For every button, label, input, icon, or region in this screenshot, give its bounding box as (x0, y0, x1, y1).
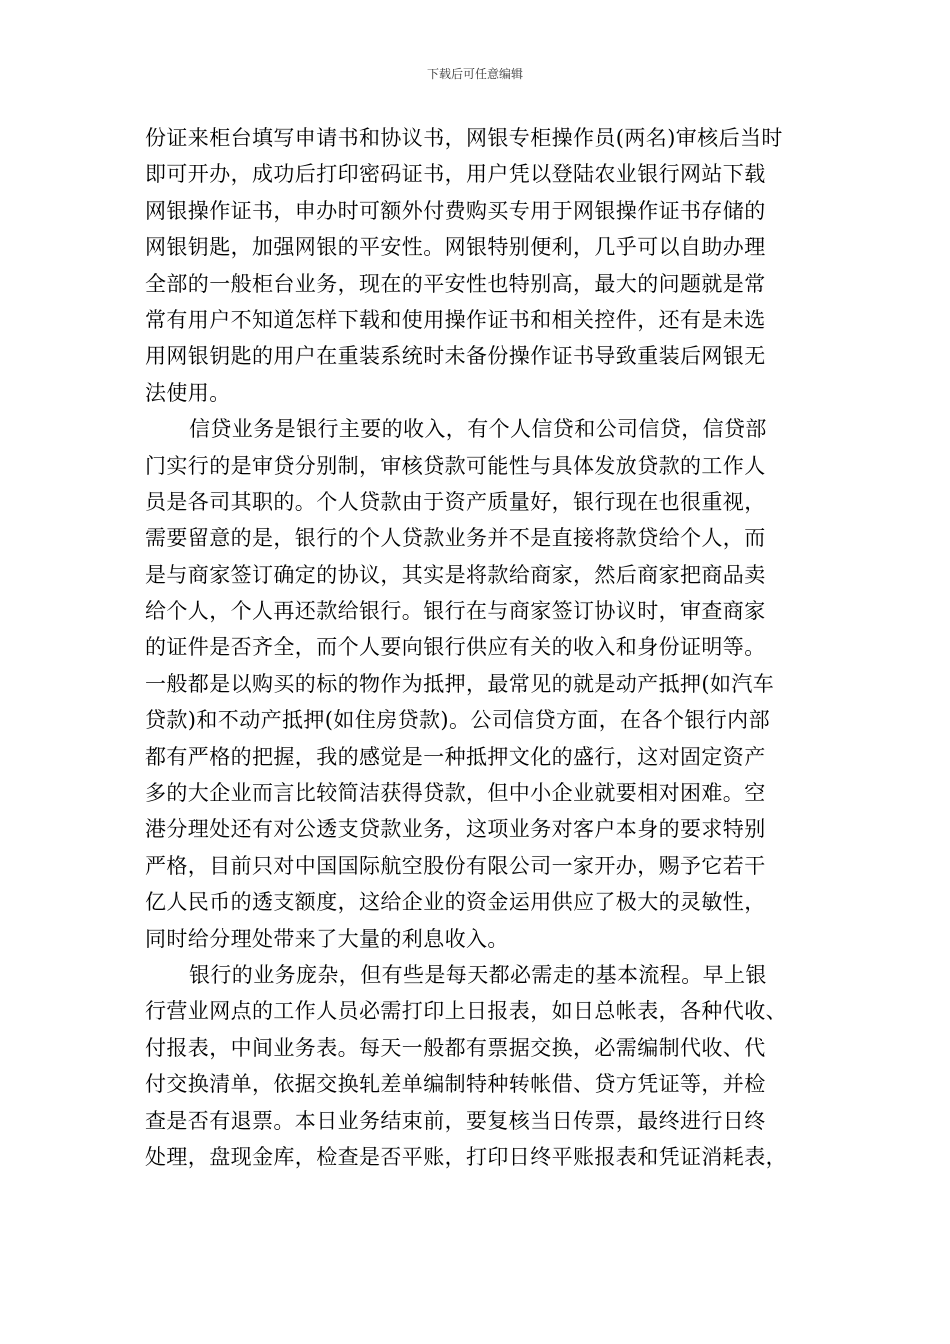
text-line: 行营业网点的工作人员必需打印上日报表，如日总帐表，各种代收、 (145, 999, 787, 1024)
text-line: 处理，盘现金库，检查是否平账，打印日终平账报表和凭证消耗表， (145, 1144, 787, 1169)
text-line: 是与商家签订确定的协议，其实是将款给商家，然后商家把商品卖 (145, 562, 766, 587)
text-line: 门实行的是审贷分别制，审核贷款可能性与具体发放贷款的工作人 (145, 453, 766, 478)
text-line: 信贷业务是银行主要的收入，有个人信贷和公司信贷，信贷部 (189, 417, 767, 442)
text-line: 全部的一般柜台业务，现在的平安性也特别高，最大的问题就是常 (145, 271, 766, 296)
text-line: 的证件是否齐全，而个人要向银行供应有关的收入和身份证明等。 (145, 635, 766, 660)
document-body (145, 120, 825, 1175)
text-line: 常有用户不知道怎样下载和使用操作证书和相关控件，还有是未选 (145, 307, 766, 332)
text-line: 银行的业务庞杂，但有些是每天都必需走的基本流程。早上银 (189, 962, 767, 987)
paragraph-1 (145, 120, 825, 411)
text-line: 员是各司其职的。个人贷款由于资产质量好，银行现在也很重视， (145, 489, 766, 514)
text-line: 网银钥匙，加强网银的平安性。网银特别便利，几乎可以自助办理 (145, 235, 766, 260)
text-line: 法使用。 (145, 380, 231, 405)
text-line: 严格，目前只对中国国际航空股份有限公司一家开办，赐予它若干 (145, 853, 766, 878)
paragraph-2 (145, 411, 825, 957)
text-line: 亿人民币的透支额度，这给企业的资金运用供应了极大的灵敏性， (145, 890, 766, 915)
paragraph-3 (145, 957, 825, 1175)
text-line: 多的大企业而言比较简洁获得贷款，但中小企业就要相对困难。空 (145, 781, 766, 806)
page-header: 下载后可任意编辑 (426, 67, 523, 81)
text-line: 需要留意的是，银行的个人贷款业务并不是直接将款贷给个人，而 (145, 526, 766, 551)
text-line: 同时给分理处带来了大量的利息收入。 (145, 926, 509, 951)
text-line: 即可开办，成功后打印密码证书，用户凭以登陆农业银行网站下载 (145, 162, 766, 187)
text-line: 给个人，个人再还款给银行。银行在与商家签订协议时，审查商家 (145, 599, 766, 624)
text-line: 网银操作证书，申办时可额外付费购买专用于网银操作证书存储的 (145, 198, 766, 223)
text-line: 份证来柜台填写申请书和协议书，网银专柜操作员(两名)审核后当时 (145, 126, 783, 150)
text-line: 港分理处还有对公透支贷款业务，这项业务对客户本身的要求特别 (145, 817, 766, 842)
text-line: 都有严格的把握，我的感觉是一种抵押文化的盛行，这对固定资产 (145, 744, 766, 769)
text-line: 付交换清单，依据交换轧差单编制特种转帐借、贷方凭证等，并检 (145, 1072, 766, 1097)
text-line: 付报表，中间业务表。每天一般都有票据交换，必需编制代收、代 (145, 1035, 766, 1060)
text-line: 用网银钥匙的用户在重装系统时未备份操作证书导致重装后网银无 (145, 344, 766, 369)
text-line: 一般都是以购买的标的物作为抵押，最常见的就是动产抵押(如汽车 (145, 671, 775, 696)
text-line: 贷款)和不动产抵押(如住房贷款)。公司信贷方面，在各个银行内部 (145, 708, 770, 733)
text-line: 查是否有退票。本日业务结束前，要复核当日传票，最终进行日终 (145, 1108, 766, 1133)
